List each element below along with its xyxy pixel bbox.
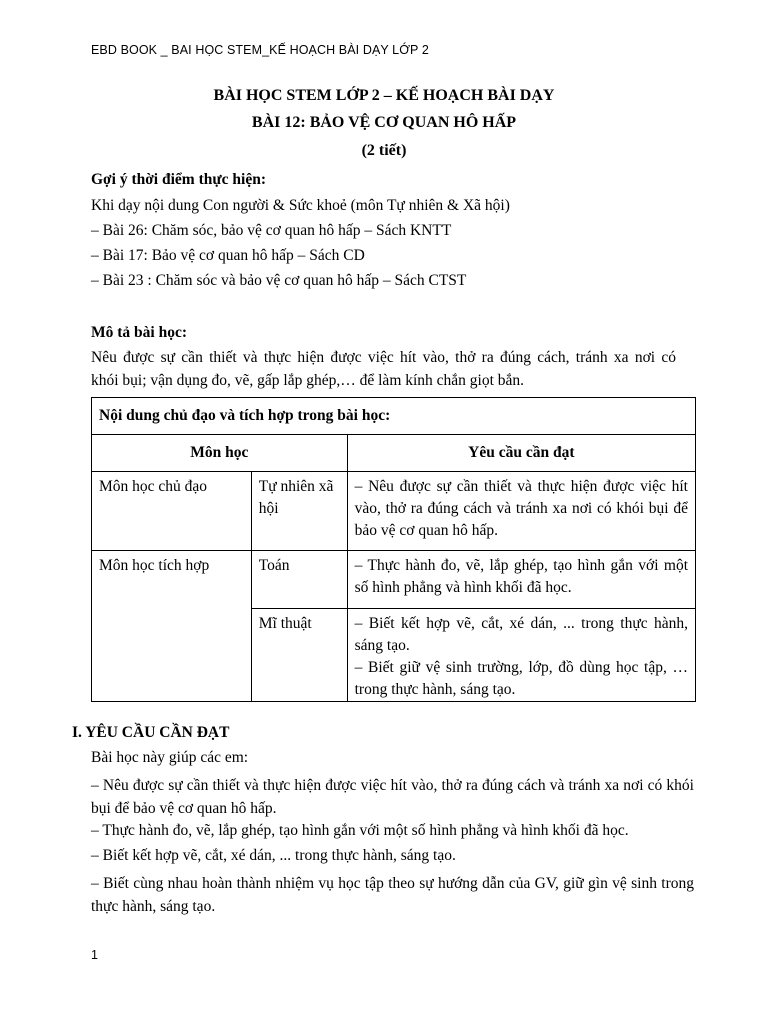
description-heading: Mô tả bài học: xyxy=(91,324,188,341)
timing-item: – Bài 17: Bảo vệ cơ quan hô hấp – Sách CD xyxy=(91,247,365,264)
column-header-requirement: Yêu cầu cần đạt xyxy=(347,435,695,472)
table-cell-category: Môn học chủ đạo xyxy=(92,472,252,551)
column-header-subject: Môn học xyxy=(92,435,348,472)
section-intro: Bài học này giúp các em: xyxy=(91,749,249,766)
document-title: BÀI HỌC STEM LỚP 2 – KẾ HOẠCH BÀI DẠY xyxy=(213,87,555,104)
timing-item: – Bài 26: Chăm sóc, bảo vệ cơ quan hô hấp – Sách KNTT xyxy=(91,222,452,239)
page-number: 1 xyxy=(91,948,98,962)
table-cell-requirement xyxy=(347,609,695,702)
table-cell-subject: Toán xyxy=(251,551,347,609)
requirement-item: – Biết cùng nhau hoàn thành nhiệm vụ học tập theo sự hướng dẫn của GV, giữ gìn vệ sinh trong thực hành, sáng tạo. xyxy=(91,875,694,915)
table-cell-subject: Tự nhiên xã hội xyxy=(251,472,347,551)
timing-intro: Khi dạy nội dung Con người & Sức khoẻ (môn Tự nhiên & Xã hội) xyxy=(91,197,510,214)
table-cell-subject: Mĩ thuật xyxy=(251,609,347,702)
timing-item: – Bài 23 : Chăm sóc và bảo vệ cơ quan hô hấp – Sách CTST xyxy=(91,272,467,289)
requirement-item: – Thực hành đo, vẽ, lắp ghép, tạo hình gắn với một số hình phẳng và hình khối đã học. xyxy=(91,822,629,839)
requirement-line: – Biết giữ vệ sinh trường, lớp, đồ dùng học tập, … trong thực hành, sáng tạo. xyxy=(354,659,688,698)
running-header: EBD BOOK _ BAI HỌC STEM_KẾ HOẠCH BÀI DẠY LỚP 2 xyxy=(91,43,429,57)
lesson-title: BÀI 12: BẢO VỆ CƠ QUAN HÔ HẤP xyxy=(251,114,517,131)
description-line: Nêu được sự cần thiết và thực hiện được việc hít vào, thở ra đúng cách, tránh xa nơi có xyxy=(91,349,676,366)
table-cell-requirement: – Nêu được sự cần thiết và thực hiện được việc hít vào, thở ra đúng cách và tránh xa nơi có khói bụi để bảo vệ cơ quan hô hấp. xyxy=(347,472,695,551)
requirement-line: – Biết kết hợp vẽ, cắt, xé dán, ... trong thực hành, sáng tạo. xyxy=(354,615,688,654)
table-caption: Nội dung chủ đạo và tích hợp trong bài học: xyxy=(92,398,696,435)
requirement-item: – Nêu được sự cần thiết và thực hiện được việc hít vào, thở ra đúng cách và tránh xa nơi có khói bụi để bảo vệ cơ quan hô hấp. xyxy=(91,777,694,817)
table-cell-requirement: – Thực hành đo, vẽ, lắp ghép, tạo hình gắn với một số hình phẳng và hình khối đã học. xyxy=(347,551,695,609)
timing-heading: Gợi ý thời điểm thực hiện: xyxy=(91,171,267,188)
requirement-item: – Biết kết hợp vẽ, cắt, xé dán, ... trong thực hành, sáng tạo. xyxy=(91,847,456,864)
description-line: khói bụi; vận dụng đo, vẽ, gấp lắp ghép,… để làm kính chắn giọt bắn. xyxy=(91,372,525,389)
section-heading: I. YÊU CẦU CẦN ĐẠT xyxy=(72,724,230,741)
table-cell-category: Môn học tích hợp xyxy=(92,551,252,702)
subject-table xyxy=(91,397,696,702)
lesson-duration: (2 tiết) xyxy=(361,142,407,159)
